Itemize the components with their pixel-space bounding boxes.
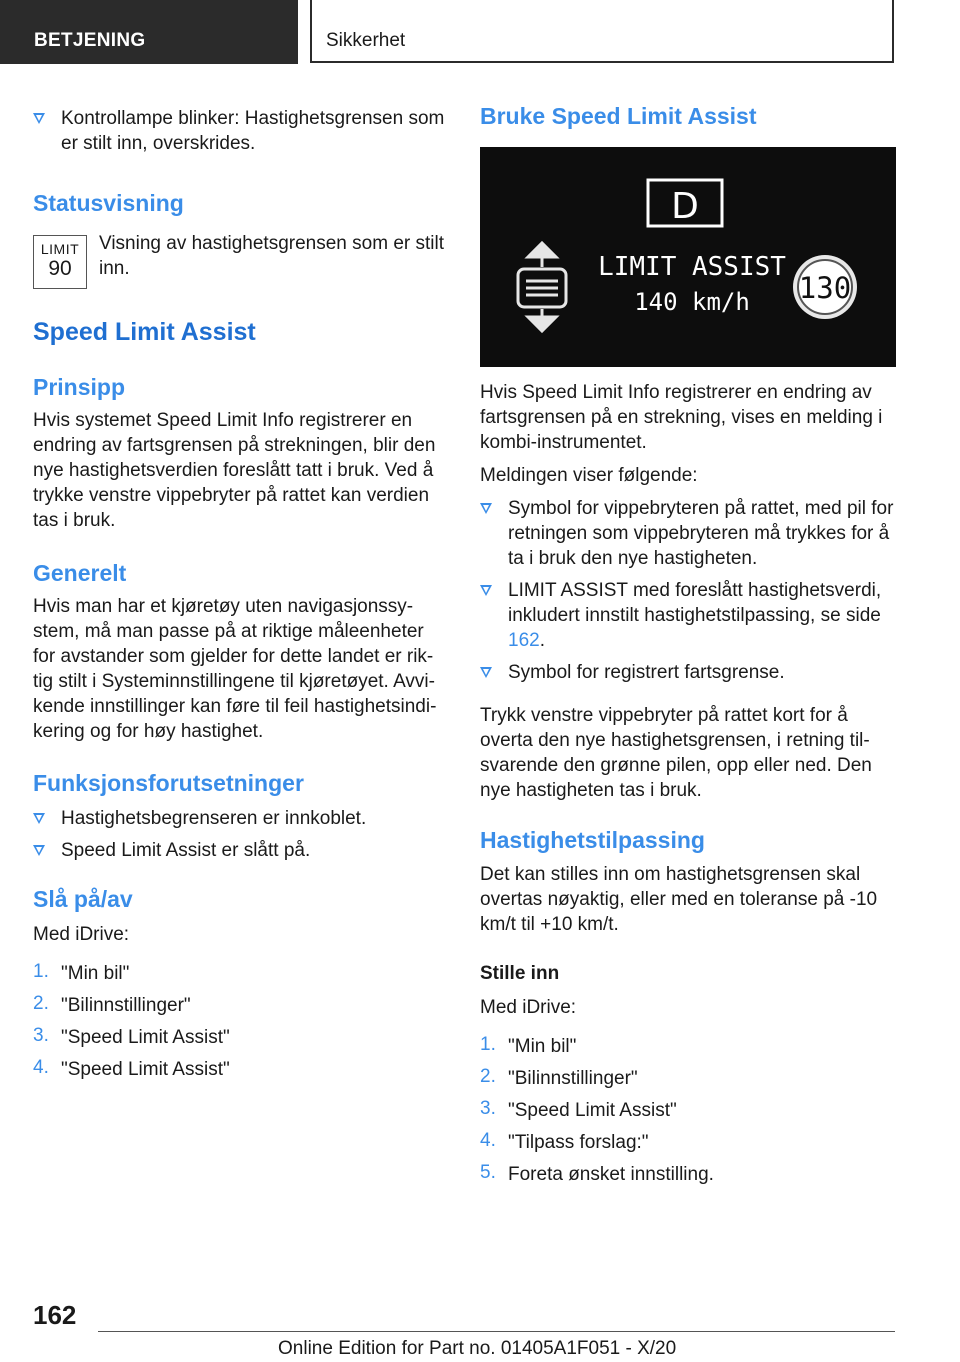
section-tab	[0, 0, 298, 64]
slapa-heading: Slå på/av	[33, 886, 133, 912]
generelt-text: Hvis man har et kjøretøy uten navigasjonssy-stem, må man passe på at riktige måleenheter for avstander som gjelder for dette landet er rik-tig stilt i Systeminnstillingene til kjøretøyet. Avvi-kende innstillinger kan føre til feil hastighetsindi-kering og for høy hastighet.	[33, 596, 437, 742]
speed-limit-icon: LIMIT 90	[33, 235, 87, 289]
chapter-label: Sikkerhet	[326, 30, 406, 51]
triangle-bullet-icon	[33, 813, 45, 824]
prinsipp-heading: Prinsipp	[33, 374, 126, 400]
section-title: Speed Limit Assist	[33, 318, 256, 346]
list-item: Symbol for vippebryteren på rattet, med pil for retningen som vippebryteren må trykkes for å ta i bruk den nye hastigheten.	[480, 496, 896, 571]
triangle-bullet-icon	[480, 585, 492, 596]
bruke-text: Hvis Speed Limit Info registrerer en endring av fartsgrensen på en strekning, vises en melding i kombi-instrumentet.	[480, 382, 883, 453]
list-item: 4. "Speed Limit Assist"	[33, 1057, 230, 1080]
cluster-display-image	[480, 147, 896, 367]
cluster-display-svg	[480, 147, 896, 367]
list-item: Kontrollampe blinker: Hastighetsgrensen som er stilt inn, overskrides.	[33, 106, 451, 156]
footer-divider	[98, 1331, 895, 1332]
triangle-bullet-icon	[480, 503, 492, 514]
speed-sign-value: 130	[798, 271, 852, 305]
list-item: 2. "Bilinnstillinger"	[480, 1066, 638, 1089]
bruke-after-text: Trykk venstre vippebryter på rattet kort for å overta den nye hastighetsgrensen, i retning til-svarende den grønne pilen, opp eller ned. Den nye hastigheten tas i bruk.	[480, 705, 872, 801]
list-item: 4. "Tilpass forslag:"	[480, 1130, 649, 1153]
list-item: 2. "Bilinnstillinger"	[33, 993, 191, 1016]
list-item: 3. "Speed Limit Assist"	[33, 1025, 230, 1048]
gear-indicator: D	[671, 186, 699, 227]
list-item: 5. Foreta ønsket innstilling.	[480, 1162, 714, 1185]
page-reference-link[interactable]: 162	[508, 630, 540, 651]
stille-intro: Med iDrive:	[480, 997, 577, 1018]
generelt-heading: Generelt	[33, 560, 127, 586]
list-item: Speed Limit Assist er slått på.	[33, 838, 451, 863]
status-text: Visning av hastighetsgrensen som er stilt inn.	[99, 233, 444, 279]
section-label: BETJENING	[34, 30, 146, 51]
triangle-bullet-icon	[33, 845, 45, 856]
list-item: 1. "Min bil"	[480, 1034, 577, 1057]
rocker-switch-icon	[518, 243, 566, 331]
page-number: 162	[33, 1300, 77, 1330]
stille-heading: Stille inn	[480, 963, 560, 984]
chapter-tab	[310, 0, 894, 63]
triangle-bullet-icon	[33, 113, 45, 124]
bruke-heading: Bruke Speed Limit Assist	[480, 103, 757, 129]
slapa-intro: Med iDrive:	[33, 924, 130, 945]
suggested-speed: 140 km/h	[634, 288, 750, 316]
tilpassing-heading: Hastighetstilpassing	[480, 827, 705, 853]
funksjon-heading: Funksjonsforutsetninger	[33, 770, 304, 796]
status-display-block	[33, 235, 451, 281]
list-item: 3. "Speed Limit Assist"	[480, 1098, 677, 1121]
edition-note: Online Edition for Part no. 01405A1F051 - X/20	[278, 1338, 677, 1359]
message-intro: Meldingen viser følgende:	[480, 465, 698, 486]
statusvisning-heading: Statusvisning	[33, 190, 184, 216]
list-item: 1. "Min bil"	[33, 961, 130, 984]
tilpassing-text: Det kan stilles inn om hastighetsgrensen skal overtas nøyaktig, eller med en toleranse på -10 km/t til +10 km/t.	[480, 864, 878, 935]
limit-assist-label: LIMIT ASSIST	[598, 252, 786, 282]
prinsipp-text: Hvis systemet Speed Limit Info registrerer en endring av fartsgrensen på strekningen, blir den nye hastighetsverdien foreslått tatt i bruk. Ved å trykke venstre vippebryter på rattet kan verdien tas i bruk.	[33, 410, 436, 531]
list-item: LIMIT ASSIST med foreslått hastighetsverdi, inkludert innstilt hastighetstilpassing, se side 162.	[480, 578, 896, 653]
triangle-bullet-icon	[480, 667, 492, 678]
list-item: Hastighetsbegrenseren er innkoblet.	[33, 806, 451, 831]
list-item: Symbol for registrert fartsgrense.	[480, 660, 896, 685]
